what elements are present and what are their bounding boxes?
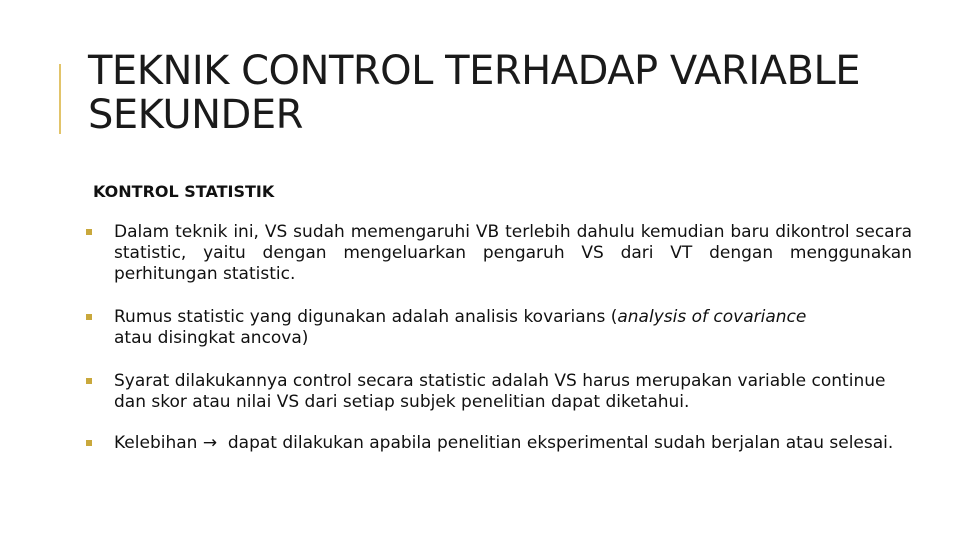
bullet-list: [86, 222, 912, 474]
bullet-item: [86, 371, 912, 413]
square-bullet-icon: [86, 229, 92, 235]
bullet-text: Dalam teknik ini, VS sudah memengaruhi VB terlebih dahulu kemudian baru dikontrol secara statistic, yaitu dengan mengeluarkan pengaruh VS dari VT dengan menggunakan perhitungan statistic.: [114, 222, 912, 284]
bullet-text-post: atau disingkat ancova): [114, 328, 309, 348]
bullet-item: [86, 433, 912, 454]
title-accent-bar: [59, 64, 61, 134]
slide-title-line-2: SEKUNDER: [88, 92, 303, 138]
section-subheading: KONTROL STATISTIK: [93, 182, 275, 201]
bullet-text: [114, 307, 912, 349]
square-bullet-icon: [86, 314, 92, 320]
slide-title: [88, 49, 960, 137]
bullet-text-italic: analysis of covariance: [617, 307, 807, 327]
bullet-text: Syarat dilakukannya control secara statistic adalah VS harus merupakan variable continue dan skor atau nilai VS dari setiap subjek penelitian dapat diketahui.: [114, 371, 886, 412]
bullet-text-pre: Rumus statistic yang digunakan adalah analisis kovarians (: [114, 307, 618, 327]
bullet-item: [86, 222, 912, 285]
bullet-item: [86, 307, 912, 349]
square-bullet-icon: [86, 440, 92, 446]
bullet-text: Kelebihan → dapat dilakukan apabila penelitian eksperimental sudah berjalan atau selesai.: [114, 433, 894, 453]
slide-title-line-1: TEKNIK CONTROL TERHADAP VARIABLE: [88, 48, 861, 94]
square-bullet-icon: [86, 378, 92, 384]
